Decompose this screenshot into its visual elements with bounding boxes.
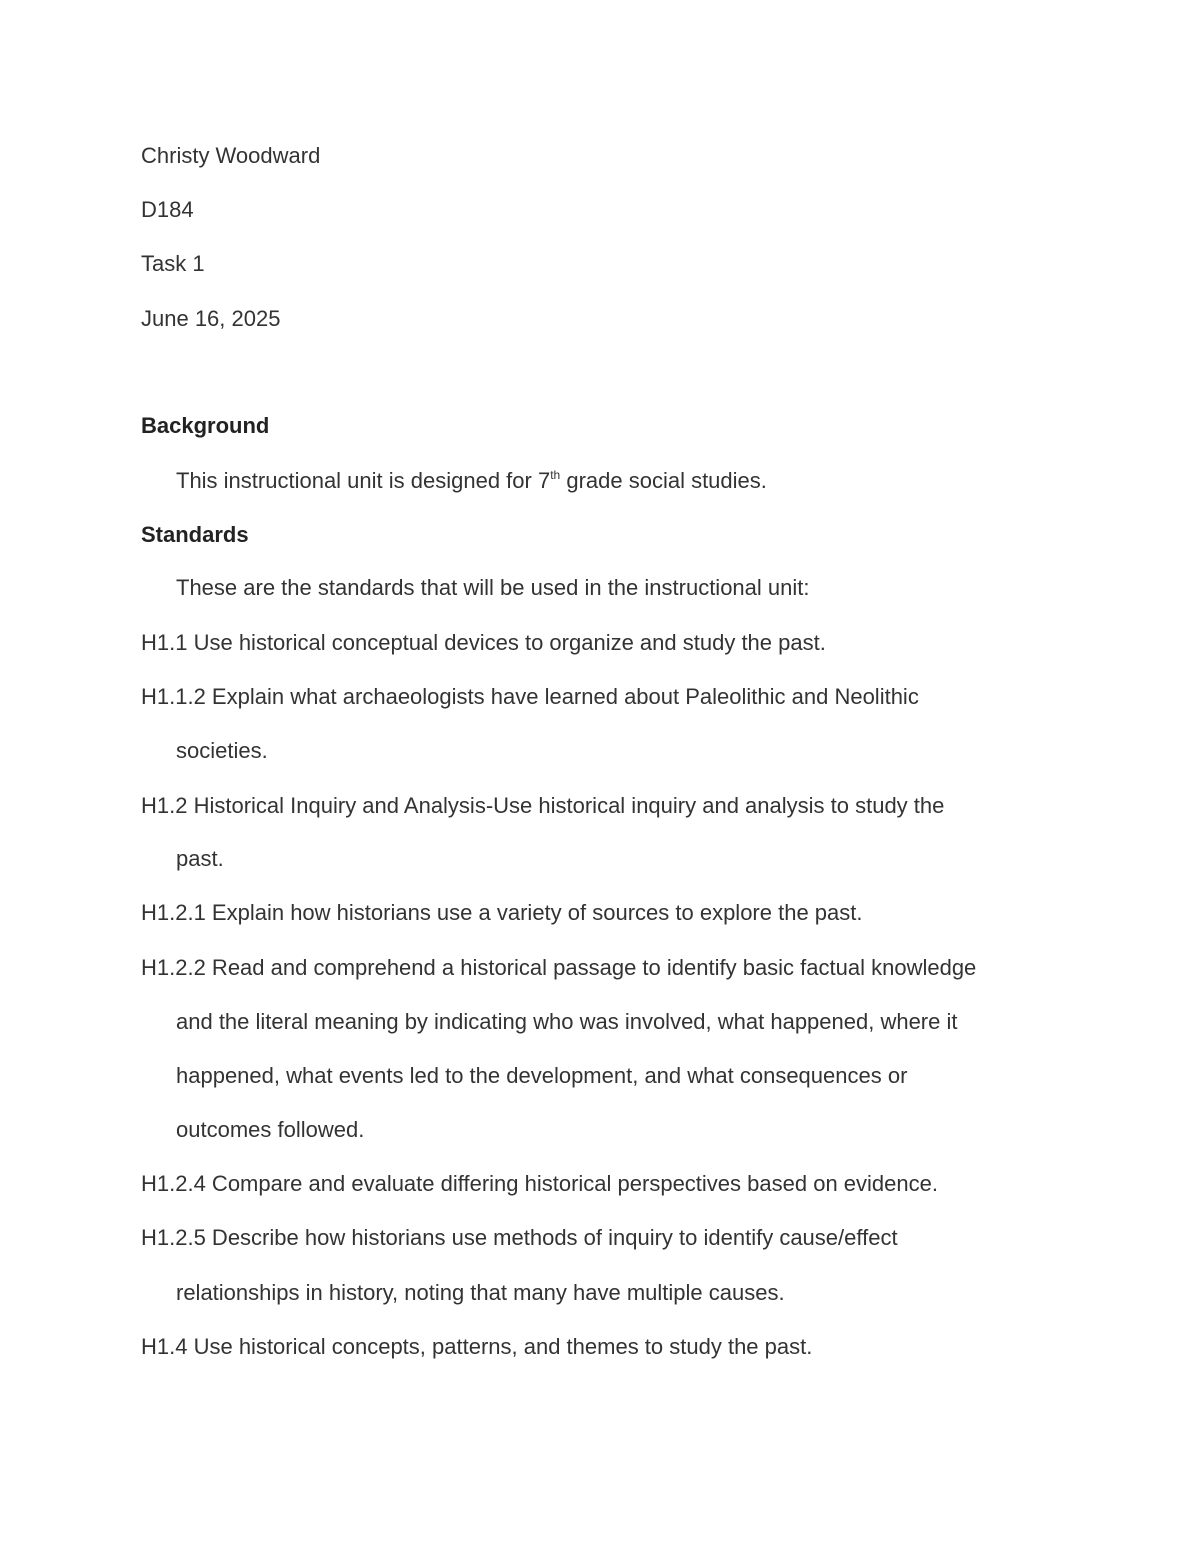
standard-line: outcomes followed.: [176, 1117, 365, 1142]
standard-line: H1.2.4 Compare and evaluate differing historical perspectives based on evidence.: [141, 1171, 938, 1196]
background-text-end: grade social studies.: [560, 468, 767, 493]
standard-line: happened, what events led to the development, and what consequences or: [176, 1063, 908, 1088]
standard-line: H1.1.2 Explain what archaeologists have learned about Paleolithic and Neolithic: [141, 684, 919, 709]
standard-line: H1.2 Historical Inquiry and Analysis-Use historical inquiry and analysis to study the: [141, 793, 945, 818]
standard-line: H1.4 Use historical concepts, patterns, and themes to study the past.: [141, 1334, 813, 1359]
course-code: D184: [141, 197, 194, 222]
standards-intro: These are the standards that will be used in the instructional unit:: [176, 575, 810, 600]
background-heading: Background: [141, 413, 270, 438]
background-text: [176, 467, 767, 495]
standard-line: H1.2.5 Describe how historians use methods of inquiry to identify cause/effect: [141, 1225, 898, 1250]
standard-line: relationships in history, noting that many have multiple causes.: [176, 1280, 785, 1305]
author-name: Christy Woodward: [141, 143, 321, 168]
standard-line: past.: [176, 846, 224, 871]
standard-line: H1.2.2 Read and comprehend a historical passage to identify basic factual knowledge: [141, 955, 977, 980]
date: June 16, 2025: [141, 306, 281, 331]
standard-line: H1.1 Use historical conceptual devices to organize and study the past.: [141, 630, 826, 655]
background-text-start: This instructional unit is designed for 7: [176, 468, 551, 493]
background-superscript: th: [550, 468, 561, 482]
standard-line: H1.2.1 Explain how historians use a variety of sources to explore the past.: [141, 900, 863, 925]
standard-line: and the literal meaning by indicating who was involved, what happened, where it: [176, 1009, 958, 1034]
task-label: Task 1: [141, 251, 205, 276]
standards-heading: Standards: [141, 522, 249, 547]
standard-line: societies.: [176, 738, 268, 763]
